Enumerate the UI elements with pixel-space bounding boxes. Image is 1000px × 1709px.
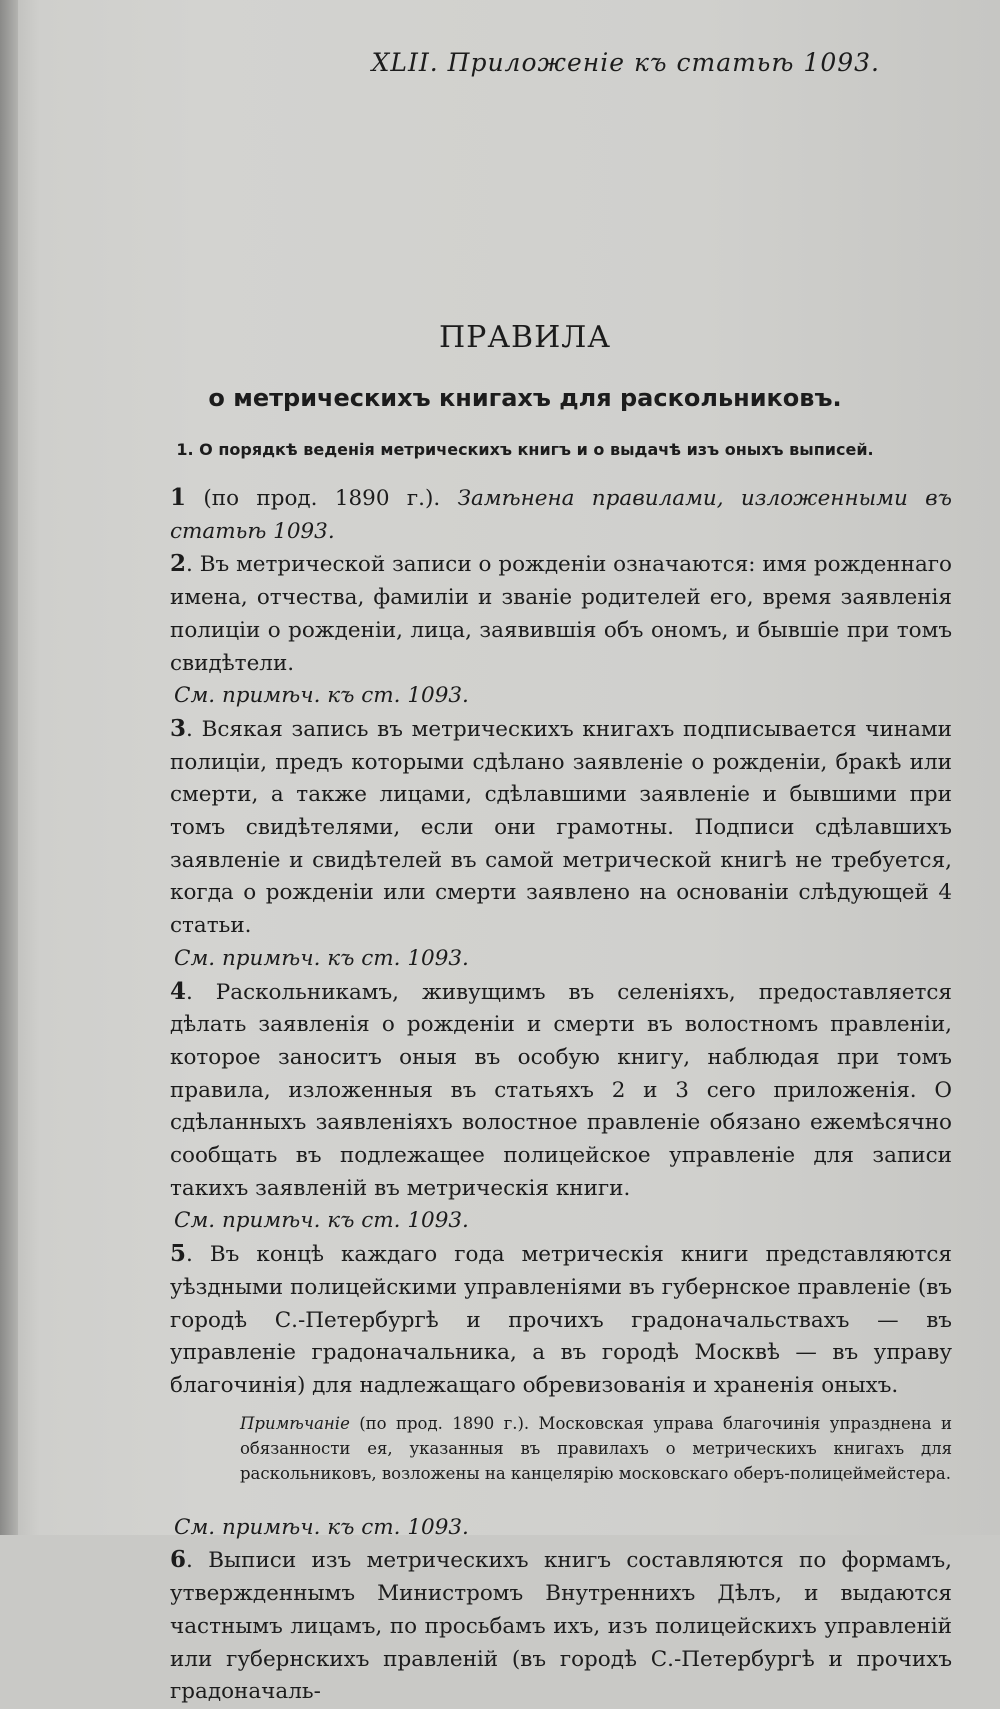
note-text: (по прод. 1890 г.). Московская управа благочинія упразднена и обязанности ея, указанныя въ правилахъ о метрическихъ книгахъ для раскольниковъ, возложены на канцелярію московскаго оберъ-полицеймейстера. [240,1413,952,1483]
document-title: ПРАВИЛА [438,320,612,355]
article-text: . Выписи изъ метрическихъ книгъ составляются по формамъ, утвержденнымъ Министромъ Внутреннихъ Дѣлъ, и выдаются частнымъ лицамъ, по просьбамъ ихъ, изъ полицейскихъ управленій или губернскихъ правленій (въ городѣ С.-Петербургѣ и прочихъ градоначаль- [170,1548,952,1705]
article-number: 2 [170,550,187,578]
article-text: . Всякая запись въ метрическихъ книгахъ подписывается чинами полиціи, предъ которыми сдѣлано заявленіе о рожденіи, бракѣ или смерти, а также лицами, сдѣлавшими заявленіе и бывшими при томъ свидѣтелями, если они грамотны. Подписи сдѣлавшихъ заявленіе и свидѣтелей въ самой метрической книгѣ не требуется, когда о рожденіи или смерти заявлено на основаніи слѣдующей 4 статьи. [170,716,952,939]
cross-reference: См. примѣч. къ ст. 1093. [174,683,469,709]
article-text: . Въ концѣ каждаго года метрическія книги представляются уѣздными полицейскими управленіями въ губернское правленіе (въ городѣ С.-Петербургѣ и прочихъ градоначальствахъ — въ управленіе градоначальника, а въ городѣ Москвѣ — въ управу благочинія) для надлежащаго обревизованія и храненія оныхъ. [170,1242,952,1398]
article-number: 6 [170,1546,187,1574]
footnote [170,1411,952,1486]
cross-reference: См. примѣч. къ ст. 1093. [174,945,469,971]
article-3 [170,713,952,943]
article-6 [170,1544,952,1709]
cross-reference: См. примѣч. къ ст. 1093. [174,1514,469,1540]
body-text [170,482,952,1709]
article-text: (по прод. 1890 г.). [186,486,458,511]
note-label: Примѣчаніе [240,1413,350,1433]
book-spine [0,0,18,1535]
section-heading: 1. О порядкѣ веденія метрическихъ книгъ и о выдачѣ изъ оныхъ выписей. [176,440,874,459]
article-number: 4 [170,977,187,1005]
article-1 [170,482,952,548]
article-text: . Раскольникамъ, живущимъ въ селеніяхъ, предоставляется дѣлать заявленія о рожденіи и смерти въ волостномъ правленіи, которое заноситъ оныя въ особую книгу, наблюдая при томъ правила, изложенныя въ статьяхъ 2 и 3 сего приложенія. О сдѣланныхъ заявленіяхъ волостное правленіе обязано ежемѣсячно сообщать въ подлежащее полицейское управленіе для записи такихъ заявленій въ метрическія книги. [170,979,952,1201]
cross-reference: См. примѣч. къ ст. 1093. [174,1208,469,1234]
article-number: 3 [170,714,187,742]
article-italic-text: Замѣнена правилами, изложенными въ статьѣ 1093. [170,486,952,544]
article-number: 5 [170,1240,187,1268]
running-head: XLII. Приложеніе къ статьѣ 1093. [371,48,880,77]
article-2 [170,548,952,680]
article-text: . Въ метрической записи о рожденіи означаются: имя рожденнаго имена, отчества, фамиліи и званіе родителей его, время заявленія полиціи о рожденіи, лица, заявившія объ ономъ, и бывшіе при томъ свидѣтели. [170,552,952,676]
article-4 [170,976,952,1206]
document-subtitle: о метрическихъ книгахъ для раскольниковъ. [208,384,842,412]
article-5 [170,1238,952,1403]
article-number: 1 [170,484,187,511]
